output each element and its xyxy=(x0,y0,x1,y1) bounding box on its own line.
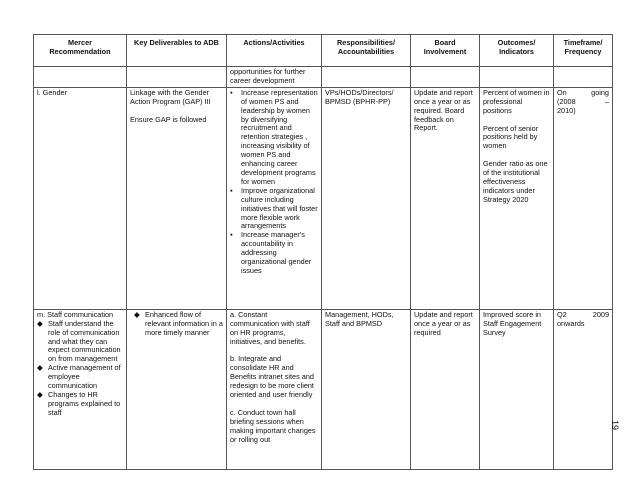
staff-mercer: m. Staff communication ◆ Staff understand the role of communication and what they can expect communication on from management ◆ Active management of employee communication ◆ Changes to HR programs explained to staff xyxy=(34,309,127,469)
header-outcomes: Outcomes/ Indicators xyxy=(480,35,554,67)
gender-mercer: l. Gender xyxy=(34,87,127,309)
list-item: ▪ Increase representation of women PS and leadership by women by diversifying recruitment and retention strategies , increasing visibility of women PS and enhancing career development programs for women xyxy=(230,87,318,186)
staff-outcomes: Improved score in Staff Engagement Survey xyxy=(480,309,554,469)
diamond-bullet-icon: ◆ xyxy=(37,389,43,399)
gender-deliverables: Linkage with the Gender Action Program (GAP) III Ensure GAP is followed xyxy=(127,87,227,309)
header-responsibilities: Responsibilities/ Accountabilities xyxy=(322,35,411,67)
list-item: ▪ Increase manager's accountability in addressing organizational gender issues xyxy=(230,230,312,275)
header-actions: Actions/Activities xyxy=(227,35,322,67)
list-item: ▪ Improve organizational culture including initiatives that will foster more flexible work arrangements xyxy=(230,185,318,231)
square-bullet-icon: ▪ xyxy=(230,87,233,97)
list-item: ◆ Staff understand the role of communication and what they can expect communication on from management xyxy=(37,318,121,364)
square-bullet-icon: ▪ xyxy=(230,230,233,240)
list-item: ◆ Enhanced flow of relevant information in a more timely manner xyxy=(134,309,223,337)
gender-timeframe: On going (2008 – 2010) xyxy=(554,87,613,309)
diamond-bullet-icon: ◆ xyxy=(37,318,43,328)
gender-board: Update and report once a year or as required. Board feedback on Report. xyxy=(411,87,480,309)
header-mercer: Mercer Recommendation xyxy=(34,35,127,67)
continuation-action: opportunities for further career development xyxy=(227,67,322,88)
staff-row xyxy=(34,309,613,469)
staff-deliverables xyxy=(127,309,227,469)
gender-responsibility: VPs/HODs/Directors/ BPMSD (BPHR-PP) xyxy=(322,87,411,309)
header-deliverables: Key Deliverables to ADB xyxy=(127,35,227,67)
staff-actions: a. Constant communication with staff on HR programs, initiatives, and benefits. b. Integrate and consolidate HR and Benefits intranet sites and redesign to be more client oriented and user friendly c. Conduct town hall briefing sessions when making important changes or rolling out xyxy=(227,309,322,469)
gender-row xyxy=(34,87,613,309)
staff-responsibility: Management, HODs, Staff and BPMSD xyxy=(322,309,411,469)
header-row xyxy=(34,35,613,67)
list-item: ◆ Active management of employee communication xyxy=(37,363,121,391)
diamond-bullet-icon: ◆ xyxy=(37,363,43,373)
staff-timeframe: Q2 2009 onwards xyxy=(554,309,613,469)
header-timeframe: Timeframe/ Frequency xyxy=(554,35,613,67)
recommendations-table xyxy=(33,34,613,470)
gender-outcomes: Percent of women in professional positions Percent of senior positions held by women Gender ratio as one of the institutional effectiveness indicators under Strategy 2020 xyxy=(480,87,554,309)
page-number: 19 xyxy=(610,420,620,431)
staff-board: Update and report once a year or as required xyxy=(411,309,480,469)
diamond-bullet-icon: ◆ xyxy=(134,309,140,319)
square-bullet-icon: ▪ xyxy=(230,185,233,195)
gender-actions xyxy=(227,87,322,309)
list-item: ◆ Changes to HR programs explained to staff xyxy=(37,389,121,417)
continuation-row xyxy=(34,67,613,88)
header-board: Board Involvement xyxy=(411,35,480,67)
